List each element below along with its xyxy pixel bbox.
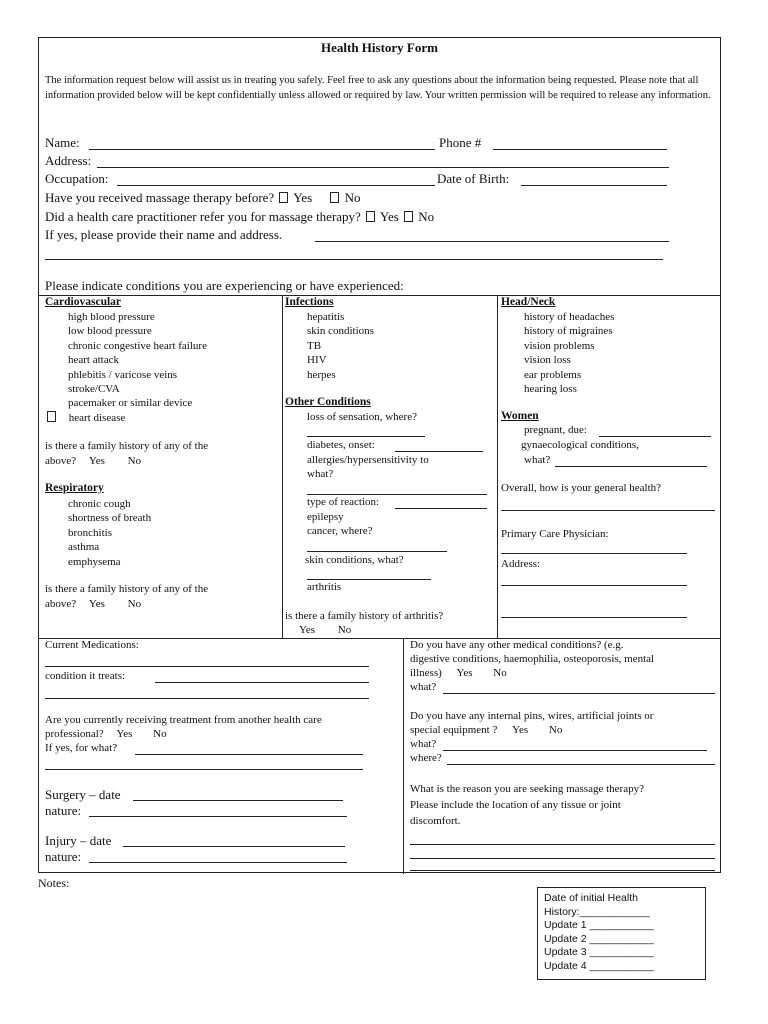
pregnant-label: pregnant, due: [524,424,587,436]
list-item[interactable]: chronic cough [68,498,131,510]
reason-question-1: What is the reason you are seeking massage therapy? [410,783,644,795]
reason-field-1[interactable] [410,844,715,845]
reaction-label: type of reaction: [307,496,380,508]
notes-label: Notes: [38,876,70,890]
list-item[interactable]: history of headaches [524,311,615,323]
list-item[interactable]: vision problems [524,339,595,352]
pins-where-field[interactable] [447,764,715,765]
pins-no[interactable]: No [548,724,563,736]
loss-sensation-label: loss of sensation, where? [307,411,417,423]
cardiovascular-list [68,310,207,411]
resp-family-question: is there a family history of any of the [45,583,209,595]
treatment-answer [45,728,167,740]
dob-label: Date of Birth: [437,171,510,186]
list-item[interactable]: bronchitis [68,526,112,539]
reaction-field[interactable] [395,508,487,509]
list-item[interactable]: high blood pressure [68,311,155,323]
overall-health-field[interactable] [501,510,715,511]
massage-before-yes-label: Yes [293,190,313,205]
physician-address-field-2[interactable] [501,617,687,618]
heart-disease-checkbox[interactable] [47,411,56,422]
overall-health-label: Overall, how is your general health? [501,482,662,494]
occupation-label: Occupation: [45,171,109,186]
primary-physician-field[interactable] [501,553,687,554]
diabetes-label: diabetes, onset: [307,439,375,451]
physician-address-label: Address: [501,558,541,570]
treatment-question: Are you currently receiving treatment from another health care [45,714,322,726]
resp-family-answer [45,598,141,610]
dob-field[interactable] [521,185,667,186]
pins-equipment-label: special equipment ? [410,724,498,736]
update-3-field[interactable]: Update 3 ___________ [544,946,654,959]
allergies-what-label: what? [307,468,334,480]
skin-conditions-field[interactable] [307,579,431,580]
grid-divider-lower [403,638,404,874]
list-item[interactable]: emphysema [68,555,121,568]
arthritis-family-answer [299,624,351,636]
other-conditions-what-field[interactable] [443,693,715,694]
head-neck-list [524,310,614,396]
pins-what-label: what? [410,738,437,750]
reason-question-3: discomfort. [410,815,461,827]
loss-sensation-field[interactable] [307,436,425,437]
other-conditions-answer [410,667,507,679]
referral-yes-checkbox[interactable] [366,211,375,222]
other-conditions-what-label: what? [410,681,437,693]
grid-divider-right [497,295,498,638]
surgery-date-field[interactable] [133,800,343,801]
respiratory-heading: Respiratory [45,482,104,494]
reason-field-2[interactable] [410,858,715,859]
list-item[interactable]: TB [307,339,322,352]
list-item[interactable]: history of migraines [524,325,613,338]
pins-question-1: Do you have any internal pins, wires, artificial joints or [410,710,654,722]
injury-date-field[interactable] [123,846,345,847]
condition-treats-label: condition it treats: [45,670,126,682]
list-item[interactable]: pacemaker or similar device [68,397,193,410]
list-item[interactable]: shortness of breath [68,512,152,525]
gynaecological-field[interactable] [555,466,707,467]
cardiovascular-heading: Cardiovascular [45,296,122,308]
update-2-field[interactable]: Update 2 ___________ [544,932,654,945]
arthritis-item[interactable]: arthritis [307,581,342,593]
other-conditions-question-2: digestive conditions, haemophilia, osteoporosis, mental [410,653,655,665]
massage-before-no-checkbox[interactable] [330,192,339,203]
current-medications-label: Current Medications: [45,639,139,651]
arthritis-family-no[interactable]: No [337,624,352,636]
referral-question [45,209,434,225]
name-label: Name: [45,135,80,150]
list-item[interactable]: ear problems [524,368,582,381]
allergies-label: allergies/hypersensitivity to [307,454,429,466]
pins-where-label: where? [410,752,442,764]
gynaecological-what-label: what? [524,454,551,466]
injury-date-label: Injury – date [45,833,112,848]
other-conditions-illness: illness) [410,667,442,679]
massage-before-yes-checkbox[interactable] [279,192,288,203]
respiratory-list [68,497,151,569]
address-label: Address: [45,153,92,168]
pregnant-field[interactable] [599,436,711,437]
arthritis-family-yes[interactable]: Yes [299,624,316,636]
list-item[interactable]: HIV [307,354,327,367]
cardio-family-yes[interactable]: Yes [88,455,105,467]
treatment-professional-label: professional? [45,728,104,740]
date-history-box [537,887,706,980]
injury-nature-label: nature: [45,849,82,864]
for-what-field[interactable] [135,754,363,755]
list-item[interactable]: hepatitis [307,311,345,323]
list-item[interactable]: herpes [307,368,336,381]
resp-family-yes[interactable]: Yes [88,598,105,610]
gynaecological-label: gynaecological conditions, [521,439,639,451]
referral-yes-label: Yes [379,209,399,224]
pins-yes[interactable]: Yes [512,724,529,736]
surgery-date-label: Surgery – date [45,787,121,802]
list-item[interactable]: chronic congestive heart failure [68,339,207,352]
treatment-no[interactable]: No [153,728,167,740]
massage-before-question [45,190,361,206]
phone-label: Phone # [439,135,482,150]
list-item[interactable]: hearing loss [524,382,577,395]
grid-divider-left [282,295,283,638]
list-item[interactable]: low blood pressure [68,325,152,338]
health-history-form [38,37,721,873]
resp-family-no[interactable]: No [127,598,142,610]
referral-label: Did a health care practitioner refer you for massage therapy? [45,209,361,224]
grid-divider-top [39,295,720,296]
cardio-family-question: is there a family history of any of the [45,440,209,452]
surgery-nature-label: nature: [45,803,82,818]
other-conditions-no[interactable]: No [493,667,507,679]
list-item[interactable]: phlebitis / varicose veins [68,368,178,381]
address-field[interactable] [97,167,669,168]
indicate-label: Please indicate conditions you are experiencing or have experienced: [45,278,404,293]
list-item[interactable]: heart attack [68,354,119,367]
cardio-family-answer [45,455,141,467]
list-item[interactable]: asthma [68,541,100,554]
medications-field[interactable] [45,666,369,667]
head-neck-heading: Head/Neck [501,296,556,308]
cancer-label: cancer, where? [307,525,373,537]
referral-no-label: No [418,209,435,224]
injury-nature-field[interactable] [89,862,347,863]
women-heading: Women [501,410,539,422]
massage-before-label: Have you received massage therapy before? [45,190,275,205]
referrer-field[interactable] [315,241,669,242]
skin-conditions-label: skin conditions, what? [305,554,404,566]
cardio-family-above: above? [45,455,77,467]
resp-family-above: above? [45,598,77,610]
for-what-field-2[interactable] [45,769,363,770]
heart-disease-item [45,411,125,424]
diabetes-field[interactable] [395,451,483,452]
primary-physician-label: Primary Care Physician: [501,528,609,540]
infections-heading: Infections [285,296,334,308]
if-yes-label: If yes, please provide their name and address. [45,227,283,242]
epilepsy-item[interactable]: epilepsy [307,511,344,523]
cancer-field[interactable] [307,551,447,552]
update-1-field[interactable]: Update 1 ___________ [544,919,654,932]
infections-list [307,310,374,382]
treatment-yes[interactable]: Yes [116,728,133,740]
other-conditions-question-1: Do you have any other medical conditions? (e.g. [410,639,624,651]
intro-text: The information request below will assist us in treating you safely. Feel free to ask any questions about the information being requested. Please note that all information provided below will be kept confidentially unless allowed or required by law. Your written permission will be required to release any information. [45,75,711,101]
pins-answer [410,724,562,736]
list-item[interactable]: stroke/CVA [68,382,120,395]
list-item[interactable]: skin conditions [307,325,374,338]
other-conditions-yes[interactable]: Yes [456,667,473,679]
allergies-field[interactable] [307,494,487,495]
other-conditions-heading: Other Conditions [285,396,371,408]
for-what-label: If yes, for what? [45,742,118,754]
massage-before-no-label: No [344,190,361,205]
reason-field-3[interactable] [410,870,715,871]
referral-no-checkbox[interactable] [404,211,413,222]
arthritis-family-question: is there a family history of arthritis? [285,610,444,622]
cardio-family-no[interactable]: No [127,455,142,467]
physician-address-field[interactable] [501,585,687,586]
heart-disease-label: heart disease [68,412,126,424]
phone-field[interactable] [493,149,667,150]
referrer-field-2[interactable] [45,259,663,260]
occupation-field[interactable] [117,185,435,186]
list-item[interactable]: vision loss [524,354,571,367]
history-date-field[interactable]: History:____________ [544,905,650,918]
reason-question-2: Please include the location of any tissue or joint [410,799,621,811]
update-4-field[interactable]: Update 4 ___________ [544,959,654,972]
name-field[interactable] [89,149,435,150]
pins-what-field[interactable] [443,750,707,751]
condition-treats-field[interactable] [155,682,369,683]
form-title: Health History Form [321,40,438,55]
condition-treats-field-2[interactable] [45,698,369,699]
date-initial-label: Date of initial Health [544,892,638,904]
surgery-nature-field[interactable] [89,816,347,817]
